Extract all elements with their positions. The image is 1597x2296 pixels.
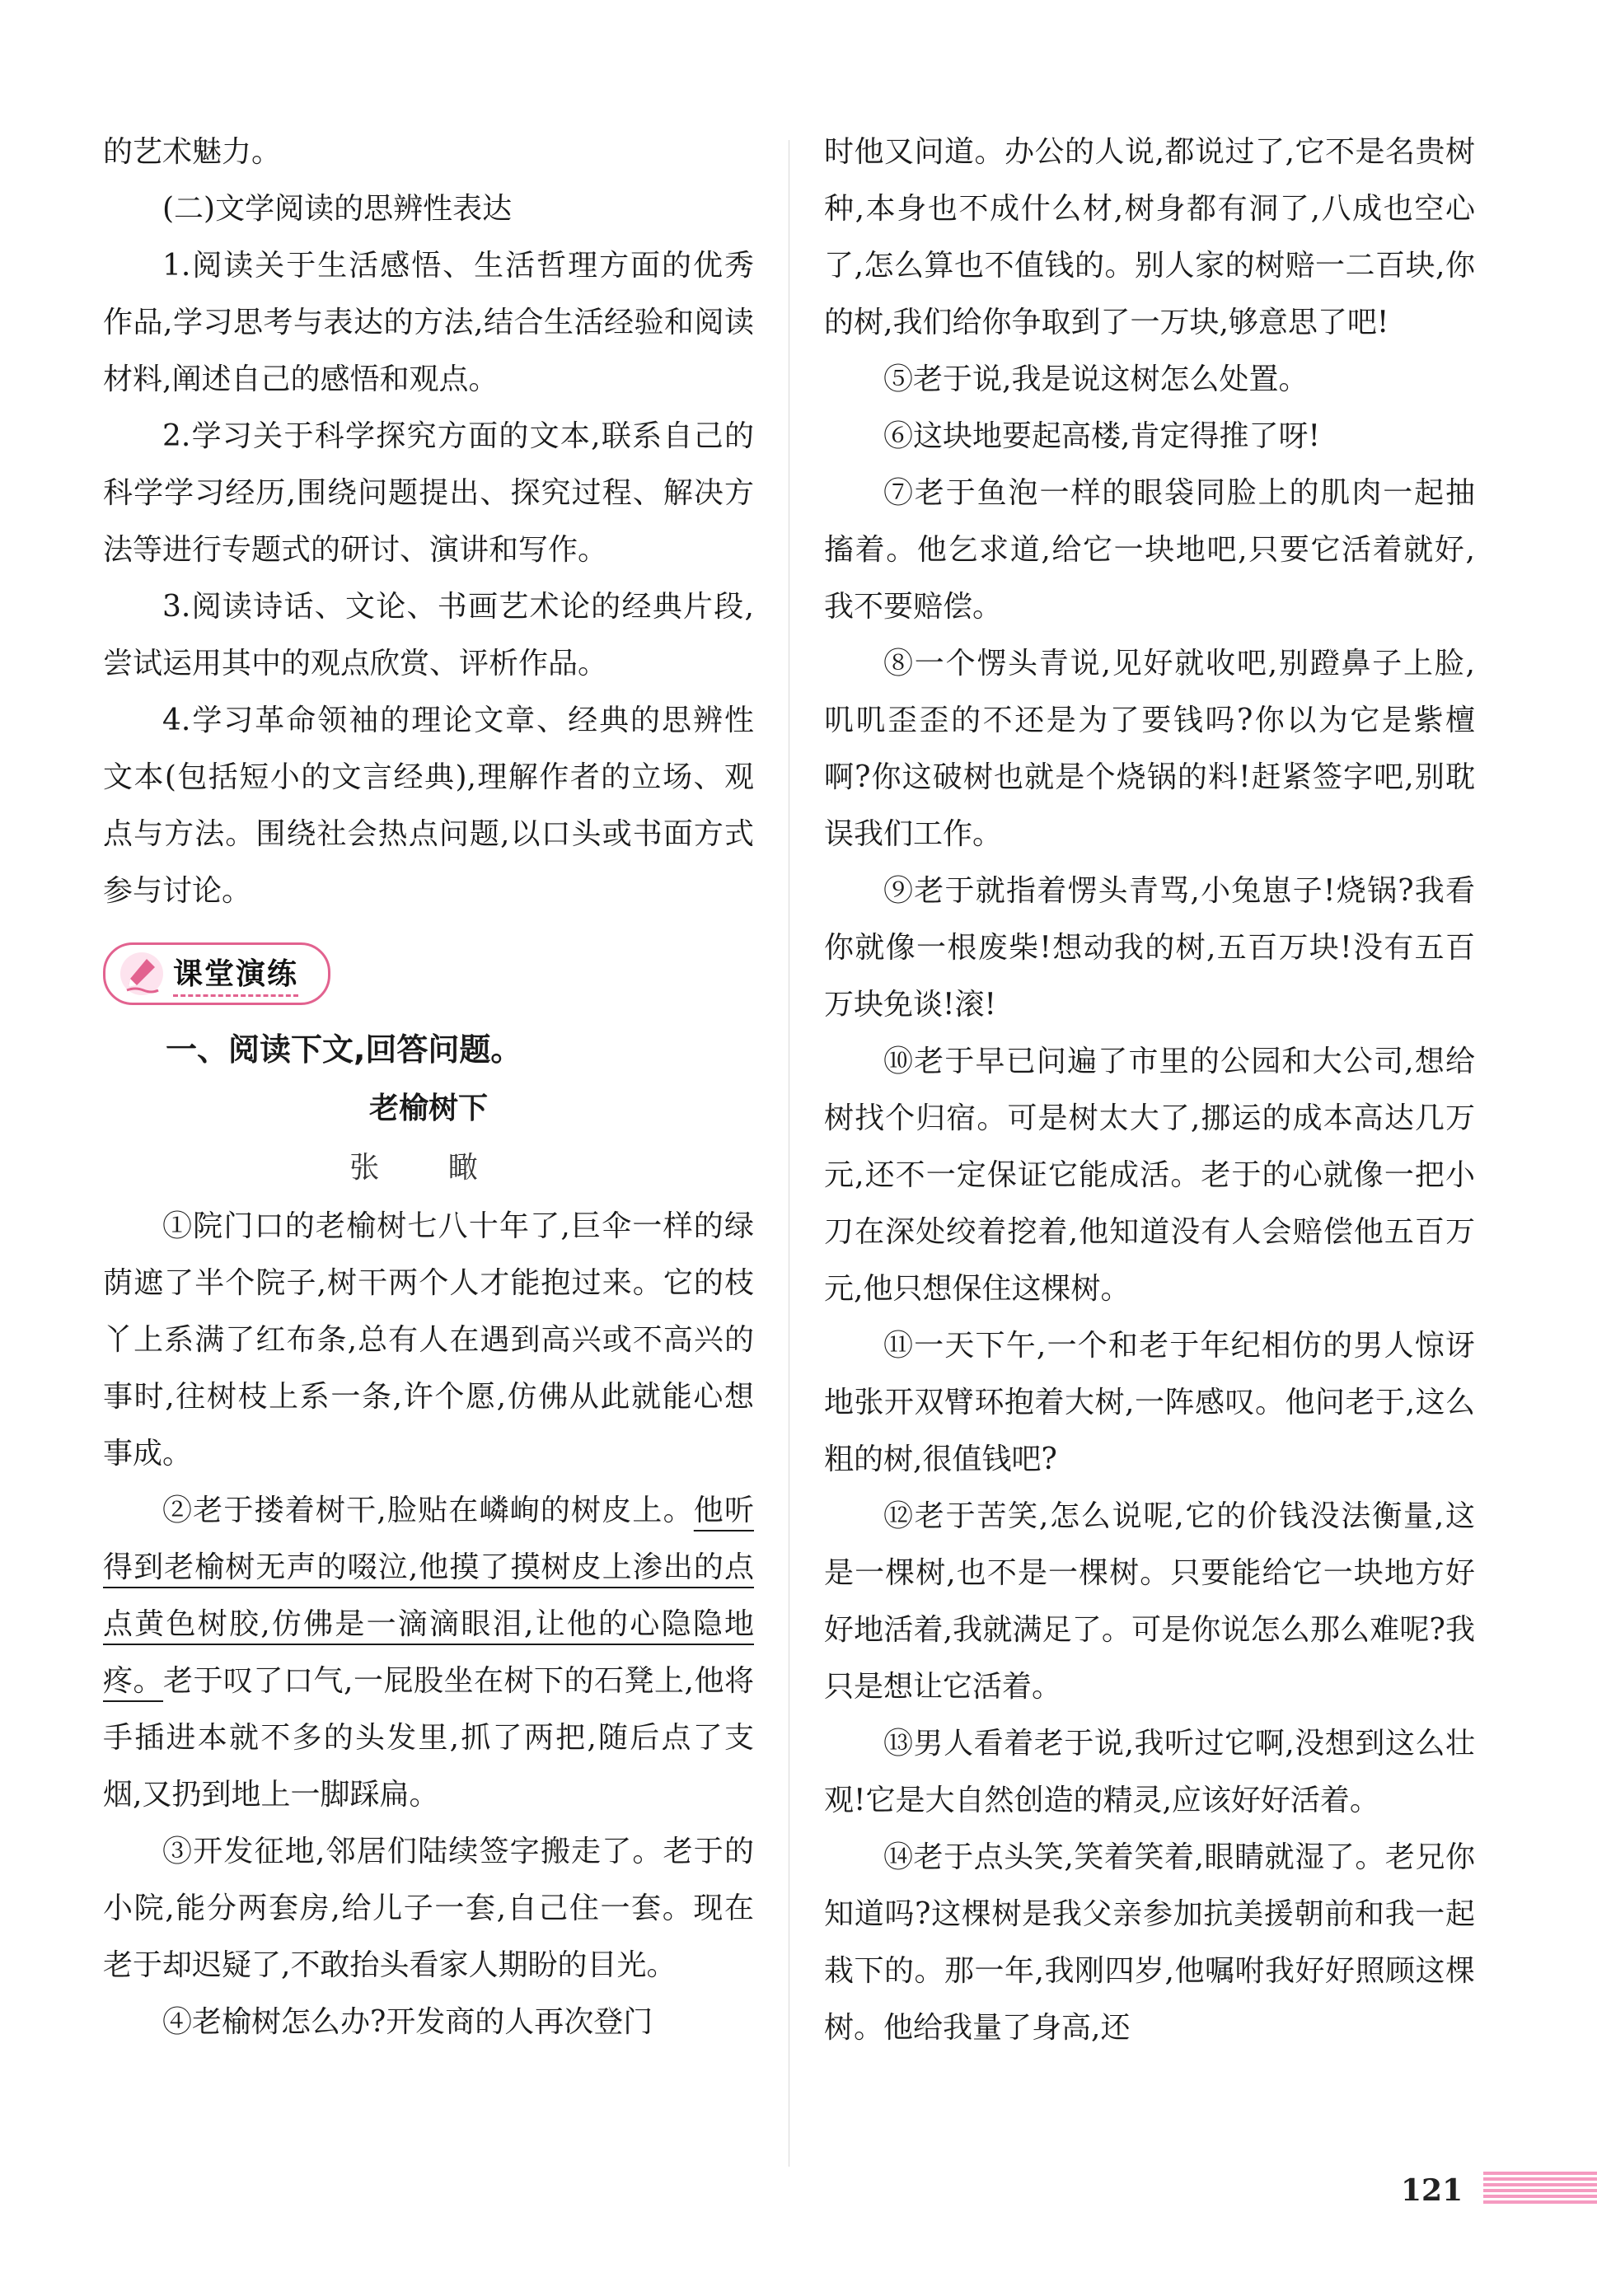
article-para-1: ①院门口的老榆树七八十年了,巨伞一样的绿荫遮了半个院子,树干两个人才能抱过来。它的枝丫上系满了红布条,总有人在遇到高兴或不高兴的事时,往树枝上系一条,许个愿,仿佛从此就能心想事成。: [103, 1209, 754, 1471]
section-title: 一、阅读下文,回答问题。: [166, 1031, 522, 1068]
list-item-1: 1.阅读关于生活感悟、生活哲理方面的优秀作品,学习思考与表达的方法,结合生活经验和阅读材料,阐述自己的感悟和观点。: [103, 249, 754, 396]
para-2-tail: 老于叹了口气,一屁股坐在树下的石凳上,他将手插进本就不多的头发里,抓了两把,随后点了支烟,又扔到地上一脚踩扁。: [103, 1664, 754, 1812]
intro-tail: 的艺术魅力。: [103, 135, 282, 169]
para-2-lead: ②老于搂着树干,脸贴在嶙峋的树皮上。: [162, 1494, 694, 1527]
right-column: [824, 124, 1475, 2056]
article-para-14: ⑭老于点头笑,笑着笑着,眼睛就湿了。老兄你知道吗?这棵树是我父亲参加抗美援朝前和我一起栽下的。那一年,我刚四岁,他嘱咐我好好照顾这棵树。他给我量了身高,还: [824, 1840, 1475, 2045]
badge-label: 课堂演练: [173, 951, 298, 997]
article-para-7: ⑦老于鱼泡一样的眼袋同脸上的肌肉一起抽搐着。他乞求道,给它一块地吧,只要它活着就好,我不要赔偿。: [824, 476, 1475, 624]
article-para-4-cont: 时他又问道。办公的人说,都说过了,它不是名贵树种,本身也不成什么材,树身都有洞了,八成也空心了,怎么算也不值钱的。别人家的树赔一二百块,你的树,我们给你争取到了一万块,够意思了吧!: [824, 135, 1475, 339]
article-para-6: ⑥这块地要起高楼,肯定得推了呀!: [883, 419, 1320, 453]
article-para-13: ⑬男人看着老于说,我听过它啊,没想到这么壮观!它是大自然创造的精灵,应该好好活着。: [824, 1727, 1475, 1817]
subhead-literary-argument: (二)文学阅读的思辨性表达: [162, 192, 513, 226]
article-para-5: ⑤老于说,我是说这树怎么处置。: [883, 362, 1309, 396]
article-para-4-start: ④老榆树怎么办?开发商的人再次登门: [162, 2005, 653, 2039]
article-para-10: ⑩老于早已问遍了市里的公园和大公司,想给树找个归宿。可是树太大了,挪运的成本高达几万元,还不一定保证它能成活。老于的心就像一把小刀在深处绞着挖着,他知道没有人会赔偿他五百万元,他只想保住这棵树。: [824, 1045, 1475, 1306]
article-para-2: [103, 1482, 754, 1823]
pencil-icon: [119, 951, 165, 997]
page-footer: [1401, 2167, 1597, 2216]
article-para-12: ⑫老于苦笑,怎么说呢,它的价钱没法衡量,这是一棵树,也不是一棵树。只要能给它一块地方好好地活着,我就满足了。可是你说怎么那么难呢?我只是想让它活着。: [824, 1499, 1475, 1704]
article-para-11: ⑪一天下午,一个和老于年纪相仿的男人惊讶地张开双臂环抱着大树,一阵感叹。他问老于,这么粗的树,很值钱吧?: [824, 1329, 1475, 1476]
article-para-9: ⑨老于就指着愣头青骂,小兔崽子!烧锅?我看你就像一根废柴!想动我的树,五百万块!没有五百万块免谈!滚!: [824, 874, 1475, 1022]
practice-badge: [103, 942, 330, 1005]
list-item-2: 2.学习关于科学探究方面的文本,联系自己的科学学习经历,围绕问题提出、探究过程、解决方法等进行专题式的研讨、演讲和写作。: [103, 419, 754, 567]
list-item-3: 3.阅读诗话、文论、书画艺术论的经典片段,尝试运用其中的观点欣赏、评析作品。: [103, 590, 754, 680]
practice-badge-row: [103, 942, 754, 1005]
article-para-3: ③开发征地,邻居们陆续签字搬走了。老于的小院,能分两套房,给儿子一套,自己住一套。现在老于却迟疑了,不敢抬头看家人期盼的目光。: [103, 1835, 754, 1982]
list-item-4: 4.学习革命领袖的理论文章、经典的思辨性文本(包括短小的文言经典),理解作者的立场、观点与方法。围绕社会热点问题,以口头或书面方式参与讨论。: [103, 704, 754, 908]
article-author: 张 瞰: [349, 1151, 508, 1185]
left-column: [103, 124, 754, 2051]
para-2-underlined-sentence: 他听得到老榆树无声的啜泣,他摸了摸树皮上渗出的点点黄色树胶,仿佛是一滴滴眼泪,让他的心隐隐地疼。: [103, 1494, 754, 1698]
page-number: 121: [1401, 2173, 1464, 2208]
article-title: 老榆树下: [368, 1092, 488, 1125]
footer-stripe-decoration: [1483, 2172, 1597, 2211]
article-para-8: ⑧一个愣头青说,见好就收吧,别蹬鼻子上脸,叽叽歪歪的不还是为了要钱吗?你以为它是紫檀啊?你这破树也就是个烧锅的料!赶紧签字吧,别耽误我们工作。: [824, 647, 1475, 851]
